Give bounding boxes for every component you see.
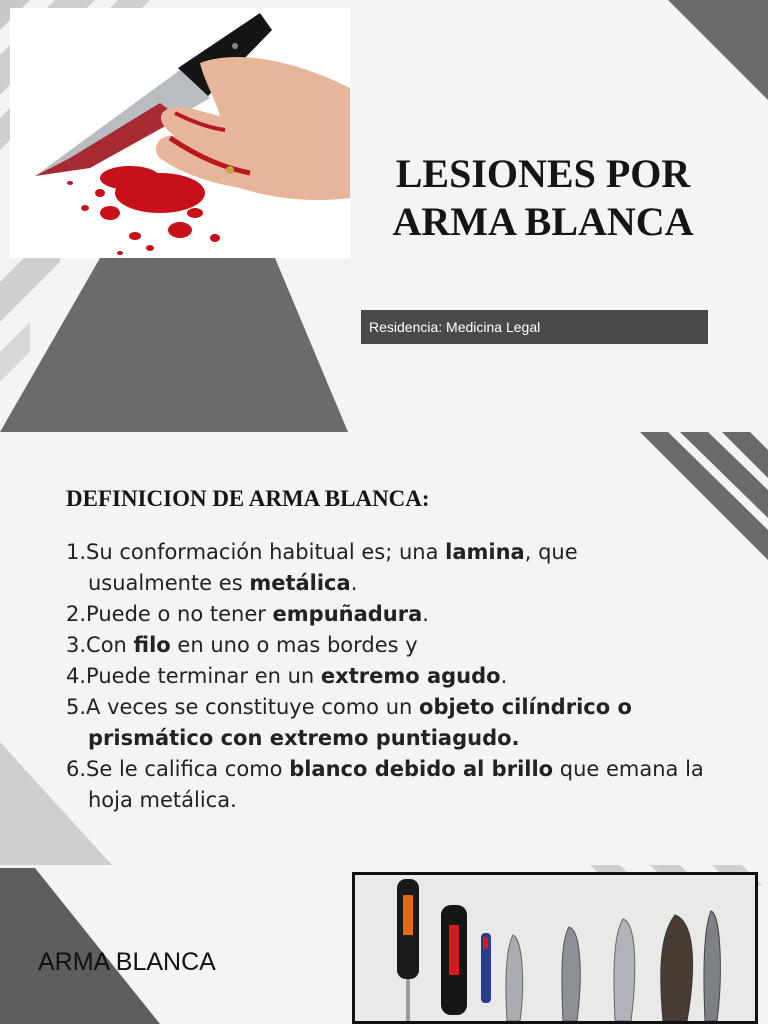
definition-item: [66, 630, 706, 661]
definition-item-emphasis: lamina: [445, 540, 525, 564]
definition-item-text: en uno o mas bordes y: [170, 633, 418, 657]
definition-item-number: 1.: [66, 540, 87, 564]
definition-heading: DEFINICION DE ARMA BLANCA:: [66, 486, 430, 511]
definition-item-emphasis: metálica: [249, 571, 351, 595]
definition-item-number: 2.: [66, 602, 87, 626]
page-title: [378, 150, 708, 246]
definition-item-emphasis: empuñadura: [272, 602, 423, 626]
footer-label: ARMA BLANCA: [38, 948, 216, 976]
subtitle-bar: Residencia: Medicina Legal: [361, 310, 708, 344]
definition-item-text: .: [350, 571, 358, 595]
definition-item-text: Se le califica como: [86, 757, 290, 781]
definition-item-text: Puede o no tener: [86, 602, 273, 626]
definition-item: [66, 692, 706, 754]
definition-item: [66, 599, 706, 630]
definition-item-text: Puede terminar en un: [86, 664, 321, 688]
title-line-1: LESIONES POR: [395, 151, 691, 196]
definition-item-text: Con: [86, 633, 134, 657]
definition-item-text: A veces se constituye como un: [86, 695, 420, 719]
definition-item-text: , que usualmente es: [88, 540, 578, 595]
definition-item-number: 6.: [66, 757, 87, 781]
definition-item-text: Su conformación habitual es; una: [86, 540, 446, 564]
definition-item-text: .: [422, 602, 429, 626]
definition-item-emphasis: extremo agudo: [320, 664, 501, 688]
definition-item-text: que emana la hoja metálica.: [88, 757, 704, 812]
definition-item-text: .: [500, 664, 508, 688]
knife-hand-image: [10, 8, 350, 258]
definition-item-number: 4.: [66, 664, 87, 688]
definition-item: [66, 537, 706, 599]
definition-item: [66, 661, 706, 692]
definition-item-emphasis: objeto cilíndrico o prismático con extremo puntiagudo.: [88, 695, 632, 750]
definition-item-emphasis: blanco debido al brillo: [289, 757, 554, 781]
tools-image: [352, 872, 758, 1024]
definition-item-number: 5.: [66, 695, 87, 719]
definition-item-number: 3.: [66, 633, 87, 657]
definition-item-emphasis: filo: [133, 633, 171, 657]
definition-item: [66, 754, 706, 816]
title-line-2: ARMA BLANCA: [392, 199, 694, 244]
definition-list: [66, 537, 706, 816]
